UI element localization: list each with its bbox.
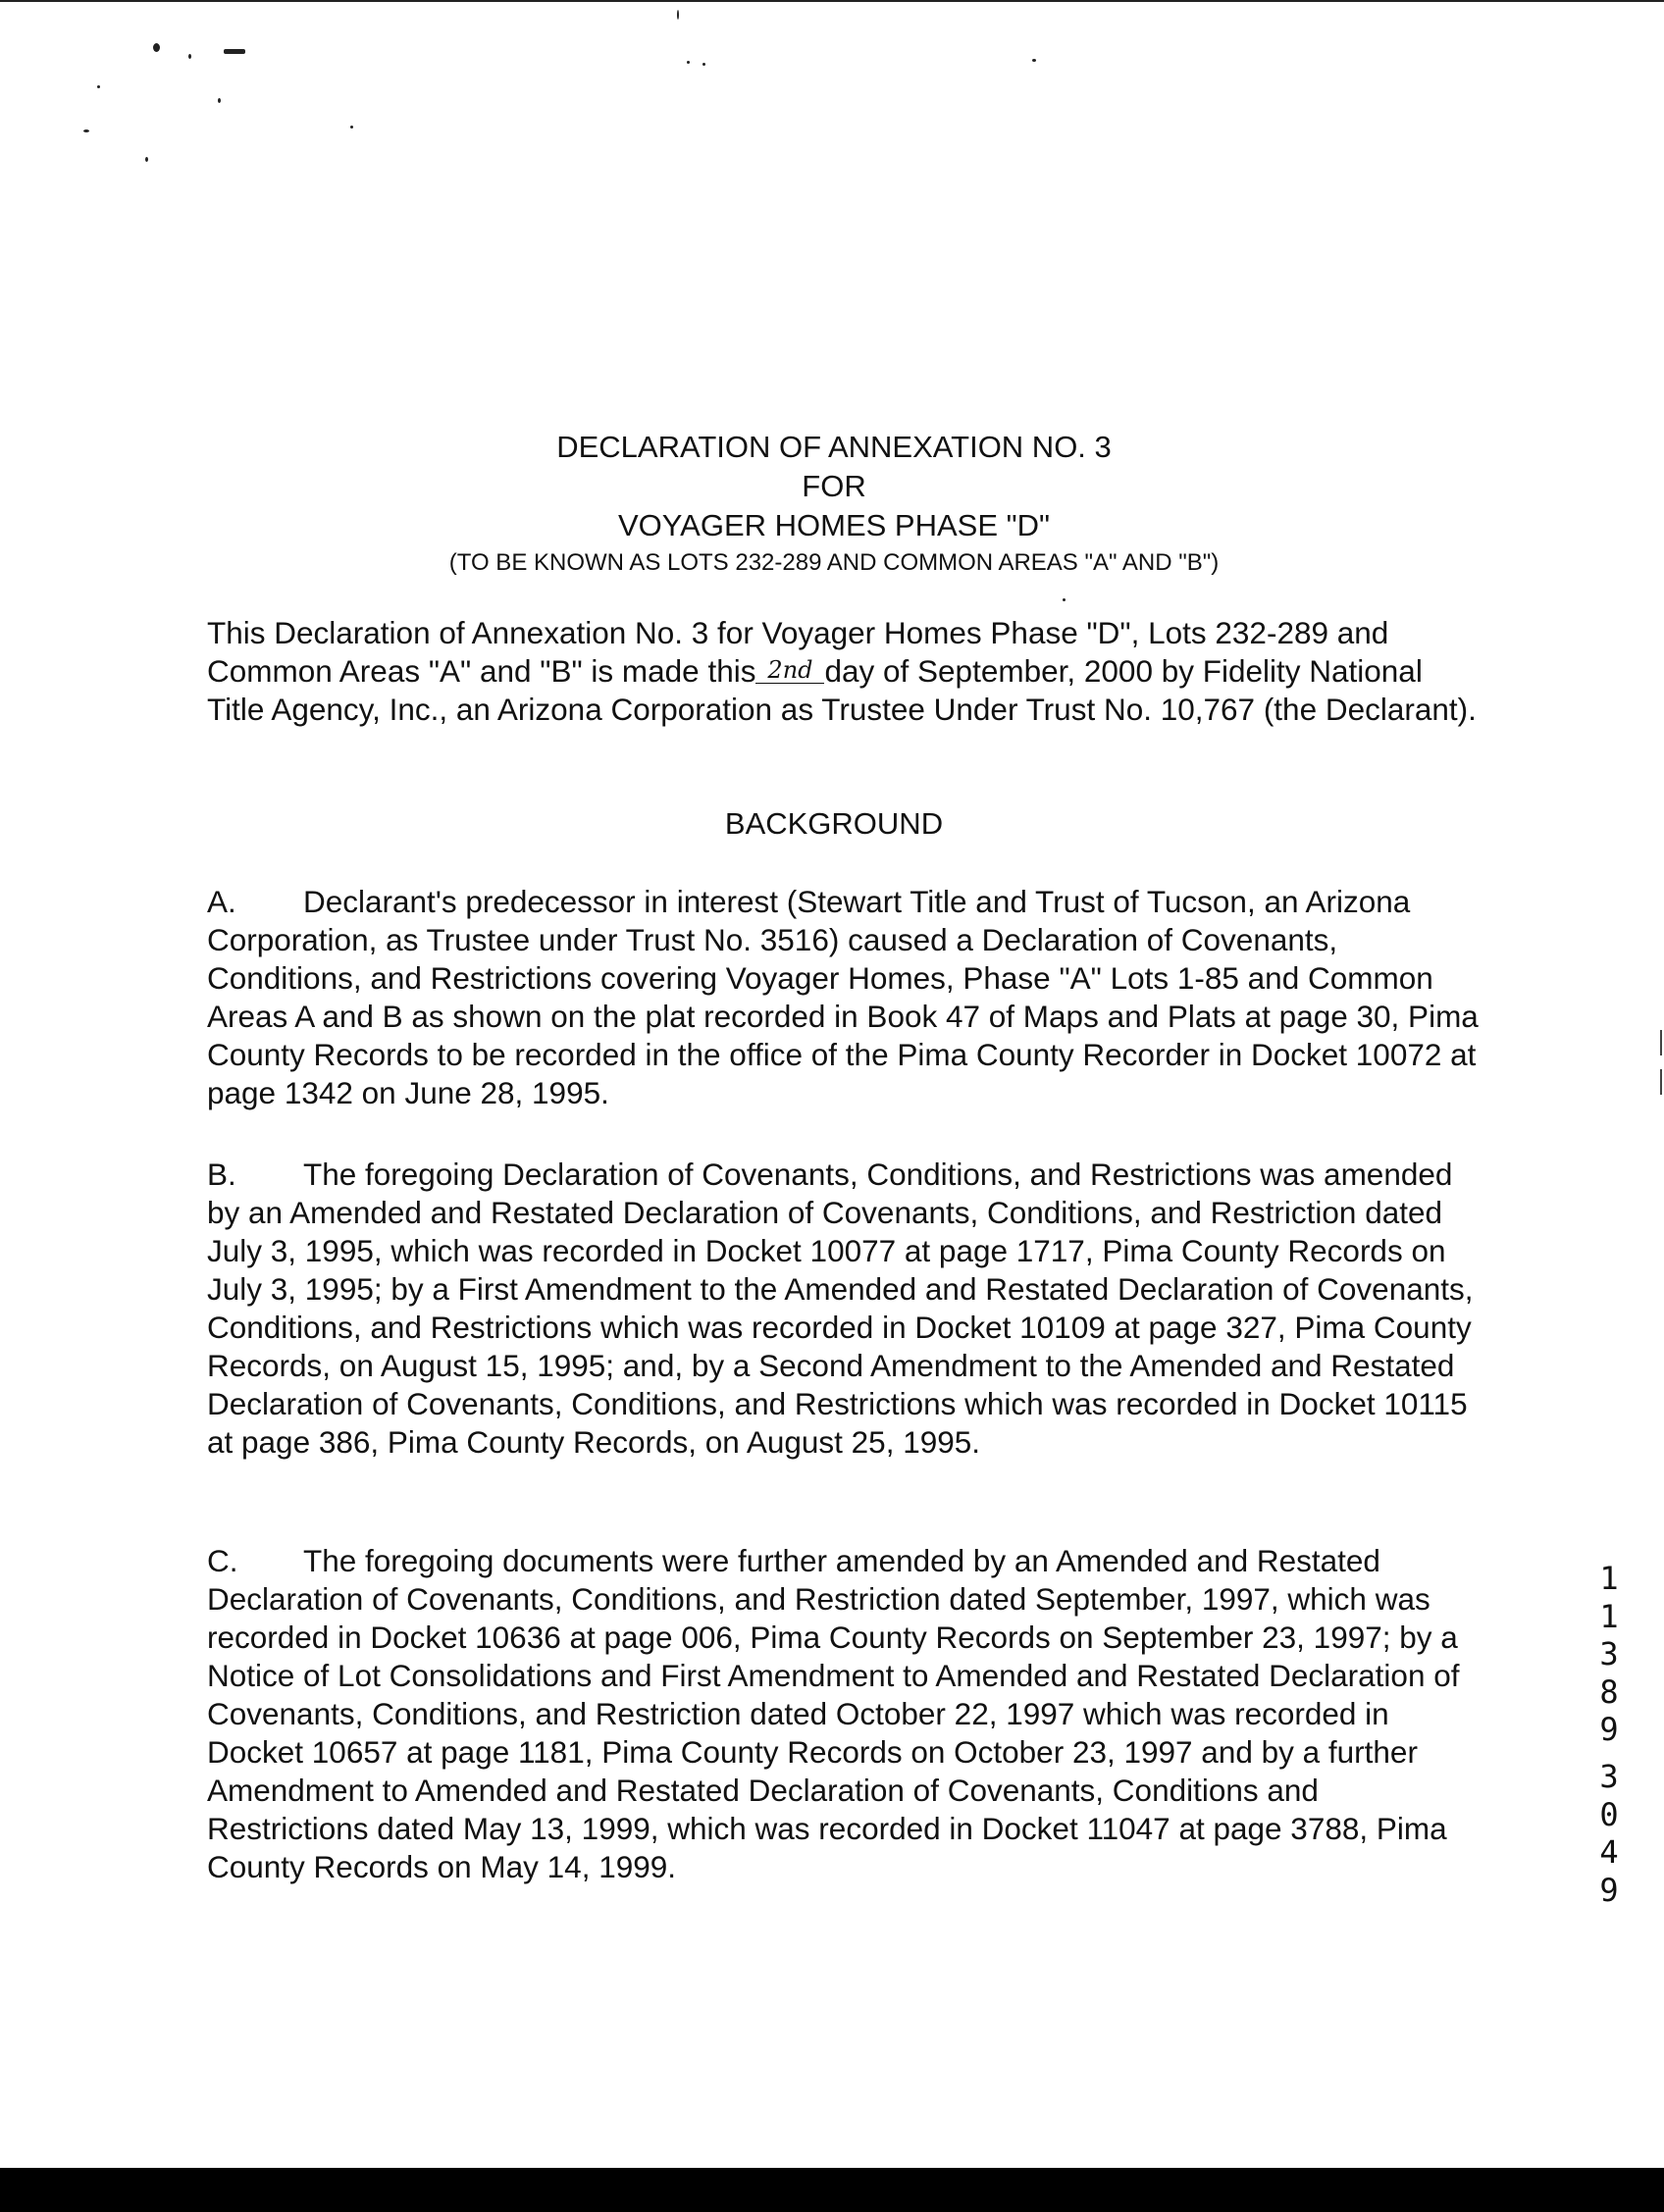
stamp-digit: 9 [1599, 1871, 1619, 1909]
paragraph-text: Declarant's predecessor in interest (Stewart Title and Trust of Tucson, an Arizona Corporation, as Trustee under Trust No. 3516) caused a Declaration of Covenants, Conditions, and Restrictions covering Voyager Homes, Phase "A" Lots 1-85 and Common Areas A and B as shown on the plat recorded in Book 47 of Maps and Plats at page 30, Pima County Records to be recorded in the office of the Pima County Recorder in Docket 10072 at page 1342 on June 28, 1995. [207, 884, 1479, 1110]
scan-speck [153, 43, 160, 52]
scan-speck [350, 126, 353, 129]
title-for-line: FOR [802, 469, 866, 503]
stamp-digit: 3 [1599, 1635, 1619, 1672]
recording-number-page [1594, 1758, 1624, 1909]
paragraph-letter: A. [207, 884, 236, 919]
stamp-digit: 8 [1599, 1672, 1619, 1711]
scan-edge-mark [1660, 1030, 1662, 1055]
scan-bottom-border [0, 2168, 1664, 2212]
handwritten-day: 2nd [755, 657, 824, 684]
intro-paragraph [207, 614, 1482, 729]
scan-edge-mark [1660, 1069, 1662, 1095]
scan-speck [702, 63, 705, 66]
recording-number-docket [1594, 1560, 1624, 1749]
scan-speck [145, 157, 148, 162]
paragraph-text: The foregoing documents were further amended by an Amended and Restated Declaration of Covenants, Conditions, and Restriction dated September, 1997, which was recorded in Docket 10636 at page 006, Pima County Records on September 23, 1997; by a Notice of Lot Consolidations and First Amendment to Amended and Restated Declaration of Covenants, Conditions, and Restriction dated October 22, 1997 which was recorded in Docket 10657 at page 1181, Pima County Records on October 23, 1997 and by a further Amendment to Amended and Restated Declaration of Covenants, Conditions and Restrictions dated May 13, 1999, which was recorded in Docket 11047 at page 3788, Pima County Records on May 14, 1999. [207, 1543, 1460, 1884]
stamp-digit: 4 [1599, 1833, 1619, 1871]
stamp-digit: 9 [1599, 1711, 1619, 1748]
scan-speck [218, 98, 221, 103]
intro-text-start: This Declaration of Annexation No. 3 for Voyager Homes Phase "D", Lots 232-289 and Common Areas "A" and "B" is made this [207, 615, 1389, 689]
stamp-digit: 1 [1599, 1597, 1619, 1635]
intro-text-end: day of September, 2000 by Fidelity National Title Agency, Inc., an Arizona Corporation as Trustee Under Trust No. 10,767 (the Declarant). [207, 653, 1477, 727]
scan-speck [188, 54, 191, 59]
background-paragraph-b [207, 1156, 1482, 1462]
scan-top-edge [0, 0, 1664, 2]
scan-speck [224, 49, 245, 54]
scan-speck [83, 129, 89, 132]
section-heading: BACKGROUND [724, 806, 944, 841]
scan-speck [1063, 598, 1066, 601]
scan-speck [677, 10, 679, 20]
scan-speck [687, 61, 690, 64]
document-title: DECLARATION OF ANNEXATION NO. 3 [556, 430, 1112, 464]
scan-speck [97, 85, 100, 88]
stamp-digit: 3 [1599, 1758, 1619, 1795]
stamp-digit: 0 [1599, 1795, 1619, 1833]
background-paragraph-c [207, 1542, 1482, 1886]
stamp-digit: 1 [1599, 1560, 1619, 1597]
paragraph-letter: B. [207, 1157, 236, 1192]
title-subtitle: (TO BE KNOWN AS LOTS 232-289 AND COMMON AREAS "A" AND "B") [448, 549, 1220, 576]
scan-speck [1032, 59, 1036, 62]
background-paragraph-a [207, 883, 1482, 1112]
project-name: VOYAGER HOMES PHASE "D" [617, 508, 1051, 542]
paragraph-letter: C. [207, 1543, 238, 1578]
paragraph-text: The foregoing Declaration of Covenants, Conditions, and Restrictions was amended by an Amended and Restated Declaration of Covenants, Conditions, and Restriction dated July 3, 1995, which was recorded in Docket 10077 at page 1717, Pima County Records on July 3, 1995; by a First Amendment to the Amended and Restated Declaration of Covenants, Conditions, and Restrictions which was recorded in Docket 10109 at page 327, Pima County Records, on August 15, 1995; and, by a Second Amendment to the Amended and Restated Declaration of Covenants, Conditions, and Restrictions which was recorded in Docket 10115 at page 386, Pima County Records, on August 25, 1995. [207, 1157, 1474, 1460]
